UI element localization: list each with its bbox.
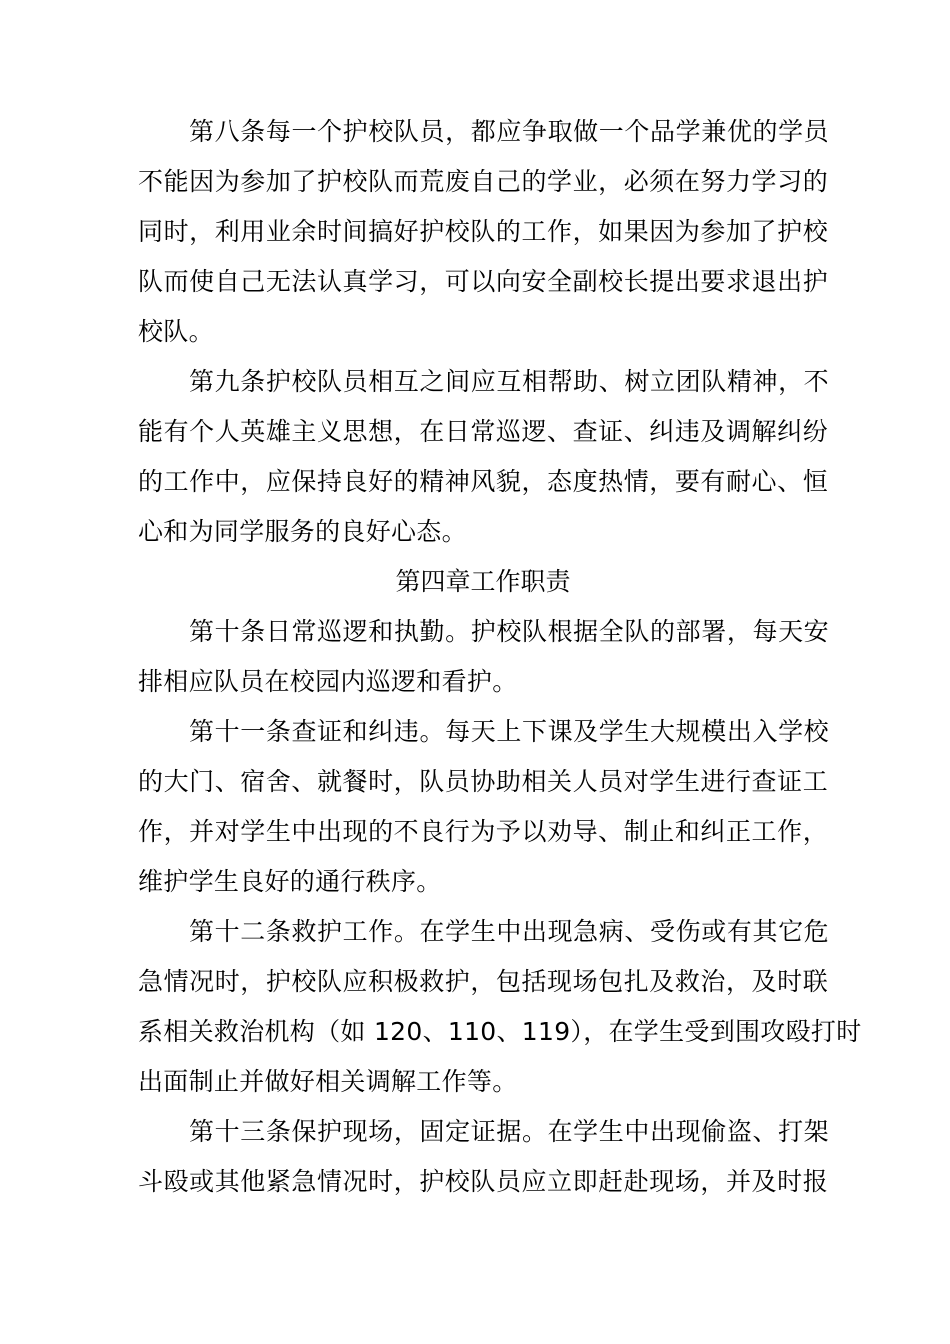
article-12-line-1: 第十二条救护工作。在学生中出现急病、受伤或有其它危	[189, 917, 829, 946]
article-12-line-3: 系相关救治机构（如 120、110、119），在学生受到围攻殴打时	[138, 1017, 862, 1046]
article-8-line-3: 同时，利用业余时间搞好护校队的工作，如果因为参加了护校	[138, 217, 828, 246]
article-9-line-1: 第九条护校队员相互之间应互相帮助、树立团队精神，不	[189, 367, 829, 396]
article-11-line-4: 维护学生良好的通行秩序。	[138, 867, 442, 896]
article-10-line-1: 第十条日常巡逻和执勤。护校队根据全队的部署，每天安	[189, 617, 829, 646]
article-10-line-2: 排相应队员在校园内巡逻和看护。	[138, 667, 518, 696]
article-9-line-3: 的工作中，应保持良好的精神风貌，态度热情，要有耐心、恒	[138, 467, 828, 496]
article-11-line-2: 的大门、宿舍、就餐时，队员协助相关人员对学生进行查证工	[138, 767, 828, 796]
article-12-line-4: 出面制止并做好相关调解工作等。	[138, 1067, 518, 1096]
article-8-line-1: 第八条每一个护校队员，都应争取做一个品学兼优的学员	[189, 117, 829, 146]
article-8-line-4: 队而使自己无法认真学习，可以向安全副校长提出要求退出护	[138, 267, 828, 296]
article-11-line-3: 作，并对学生中出现的不良行为予以劝导、制止和纠正工作，	[138, 817, 828, 846]
article-9-line-4: 心和为同学服务的良好心态。	[138, 517, 467, 546]
chapter-heading: 第四章工作职责	[395, 567, 571, 596]
article-12-line-2: 急情况时，护校队应积极救护，包括现场包扎及救治，及时联	[138, 967, 828, 996]
article-11-line-1: 第十一条查证和纠违。每天上下课及学生大规模出入学校	[189, 717, 829, 746]
article-8-line-5: 校队。	[138, 317, 214, 346]
article-13-line-2: 斗殴或其他紧急情况时，护校队员应立即赶赴现场，并及时报	[138, 1167, 828, 1196]
article-8-line-2: 不能因为参加了护校队而荒废自己的学业，必须在努力学习的	[138, 167, 828, 196]
article-13-line-1: 第十三条保护现场，固定证据。在学生中出现偷盗、打架	[189, 1117, 829, 1146]
article-9-line-2: 能有个人英雄主义思想，在日常巡逻、查证、纠违及调解纠纷	[138, 417, 828, 446]
